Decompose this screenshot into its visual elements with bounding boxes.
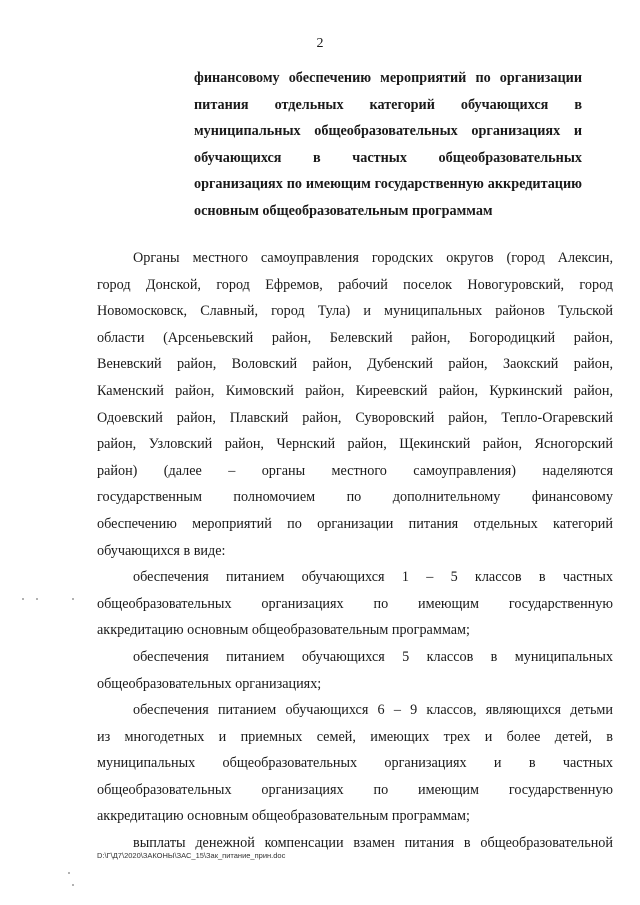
title-line: питания отдельных категорий обучающихся в (194, 96, 582, 113)
paragraph-line: район) (далее – органы местного самоуправления) наделяются (97, 462, 613, 479)
paragraph-line: Одоевский район, Плавский район, Суворовский район, Тепло-Огаревский (97, 409, 613, 426)
list-item-line: муниципальных общеобразовательных организациях и в частных (97, 755, 613, 772)
list-item-line: аккредитацию основным общеобразовательным программам; (97, 808, 470, 825)
paragraph-line: обучающихся в виде: (97, 542, 226, 559)
document-body (97, 245, 613, 857)
title-line: основным общеобразовательным программам (194, 202, 493, 219)
title-line: муниципальных общеобразовательных организациях и (194, 123, 582, 140)
list-item-line: общеобразовательных организациях; (97, 675, 322, 692)
list-item-line: обеспечения питанием обучающихся 5 классов в муниципальных (133, 648, 613, 665)
list-item-line: обеспечения питанием обучающихся 6 – 9 классов, являющихся детьми (133, 702, 613, 719)
paragraph-line: государственным полномочием по дополнительному финансовому (97, 489, 613, 506)
paragraph-line: области (Арсеньевский район, Белевский район, Богородицкий район, (97, 329, 613, 346)
paragraph-line: Новомосковск, Славный, город Тула) и муниципальных районов Тульской (97, 303, 613, 320)
scan-speck (36, 598, 38, 600)
title-line: организациях по имеющим государственную аккредитацию (194, 176, 582, 193)
list-item-line: аккредитацию основным общеобразовательным программам; (97, 622, 470, 639)
list-item-line: выплаты денежной компенсации взамен питания в общеобразовательной (133, 835, 613, 852)
document-title (194, 65, 582, 225)
list-item-line: общеобразовательных организациях по имеющим государственную (97, 781, 613, 798)
page-number: 2 (316, 36, 324, 51)
scan-speck (22, 598, 24, 600)
list-item-line: общеобразовательных организациях по имеющим государственную (97, 595, 613, 612)
title-line: финансовому обеспечению мероприятий по организации (194, 70, 582, 86)
scan-speck (72, 598, 74, 600)
title-line: обучающихся в частных общеобразовательных (194, 149, 582, 166)
file-path-footer: D:\Г\Д7\2020\ЗАКОНЫ\ЗАС_15\Зак_питание_прин.doc (97, 851, 286, 860)
scan-speck (72, 884, 74, 886)
paragraph-line: Органы местного самоуправления городских округов (город Алексин, (133, 250, 613, 266)
paragraph-line: Каменский район, Кимовский район, Киреевский район, Куркинский район, (97, 382, 613, 399)
paragraph-line: район, Узловский район, Чернский район, Щекинский район, Ясногорский (97, 436, 613, 453)
list-item-line: обеспечения питанием обучающихся 1 – 5 классов в частных (133, 569, 613, 586)
paragraph-line: обеспечению мероприятий по организации питания отдельных категорий (97, 515, 613, 532)
scan-speck (68, 872, 70, 874)
list-item-line: из многодетных и приемных семей, имеющих трех и более детей, в (97, 728, 613, 745)
paragraph-line: город Донской, город Ефремов, рабочий поселок Новогуровский, город (97, 276, 613, 293)
paragraph-line: Веневский район, Воловский район, Дубенский район, Заокский район, (97, 356, 613, 373)
